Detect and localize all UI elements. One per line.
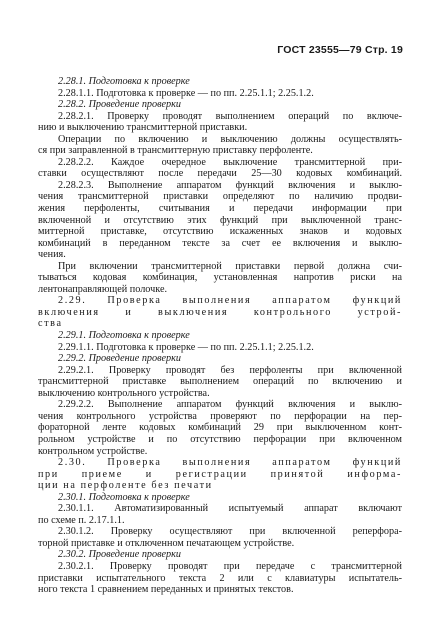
text-line: 2.29.2.2. Выполнение аппаратом функций включения и выклю- [58, 399, 402, 411]
text-line: 2.28.1. Подготовка к проверке [58, 76, 190, 87]
text-line: миттерной приставке, отсутствию искаженных знаков и кодовых [38, 226, 402, 238]
text-line: 2.29.2. Проведение проверки [58, 353, 181, 365]
text-line: ции на перфоленте без печати [38, 480, 213, 492]
text-line: Операции по включению и выключению должны осуществлять- [58, 133, 402, 145]
text-line: чения контрольного устройства проверяют по перфорации на пер- [38, 410, 402, 422]
text-line: выключению контрольного устройства. [38, 387, 210, 399]
text-line: чения. [38, 249, 66, 261]
text-line: 2.29. Проверка выполнения аппаратом функций [58, 295, 402, 307]
text-line: При включении трансмиттерной приставки первой должна счи- [58, 260, 402, 272]
text-line: 2.29.2.1. Проверку проводят без перфоленты при включенной [58, 364, 402, 376]
text-line: включения и выключения контрольного устрой- [38, 306, 402, 318]
text-line: торной приставке и отключенном печатающем устройстве. [38, 537, 295, 549]
text-line: нию и выключению трансмиттерной приставки. [38, 122, 248, 134]
text-line: 2.28.2.1. Проверку проводят выполнением операций по включе- [58, 110, 402, 122]
text-line: фораторной ленте кодовых комбинаций 29 при выключенном конт- [38, 422, 402, 434]
text-line: ставки осуществляют после передачи 25—30 кодовых комбинаций. [38, 168, 402, 180]
text-line: 2.30.2.1. Проверку проводят при передаче с трансмиттерной [58, 560, 402, 572]
text-line: включенной и отсутствию этих функций при выключенной транс- [38, 214, 402, 226]
text-line: рольном устройстве и по отсутствию перфорации при включенном [38, 433, 402, 445]
text-line: 2.28.2. Проведение проверки [58, 99, 181, 111]
text-line: контрольном устройстве. [38, 445, 148, 457]
text-line: 2.28.2.2. Каждое очередное выключение трансмиттерной при- [58, 156, 402, 168]
text-line: 2.28.2.3. Выполнение аппаратом функций включения и выклю- [58, 179, 402, 191]
text-line: чения трансмиттерной приставки определяют по наличию продви- [38, 191, 402, 203]
text-line: трансмиттерной приставке выполнением операций по включению и [38, 376, 402, 388]
text-line: жения перфоленты, считывания и передачи информации при [38, 203, 402, 215]
text-line: 2.30.1. Подготовка к проверке [58, 491, 190, 503]
running-header: ГОСТ 23555—79 Стр. 19 [277, 44, 403, 56]
text-line: 2.28.1.1. Подготовка к проверке — по пп. 2.25.1.1; 2.25.1.2. [58, 87, 314, 99]
document-body [38, 76, 402, 596]
text-line: приставки испытательного текста 2 или с клавиатуры испытатель- [38, 572, 402, 584]
text-line: 2.30.2. Проведение проверки [58, 549, 181, 561]
text-line: 2.30. Проверка выполнения аппаратом функций [58, 457, 402, 469]
text-line: ного текста 1 сравнением переданных и принятых текстов. [38, 584, 294, 596]
text-line: ства [38, 318, 63, 330]
text-line: лентонаправляющей полочке. [38, 283, 168, 295]
text-line: по схеме п. 2.17.1.1. [38, 514, 125, 526]
text-line: комбинаций в переданном тексте за счет ее включения и выклю- [38, 237, 402, 249]
text-line: при приеме и регистрации принятой информа- [38, 468, 402, 480]
text-line: 2.29.1.1. Подготовка к проверке — по пп. 2.25.1.1; 2.25.1.2. [58, 341, 314, 353]
text-line: 2.30.1.2. Проверку осуществляют при включенной реперфора- [58, 526, 402, 538]
text-line: 2.29.1. Подготовка к проверке [58, 330, 190, 342]
text-line: 2.30.1.1. Автоматизированный испытуемый аппарат включают [58, 503, 402, 515]
text-line: ся при заправленной в трансмиттерную приставку перфоленте. [38, 145, 313, 157]
text-line: тываться кодовая комбинация, установленная напротив риски на [38, 272, 402, 284]
